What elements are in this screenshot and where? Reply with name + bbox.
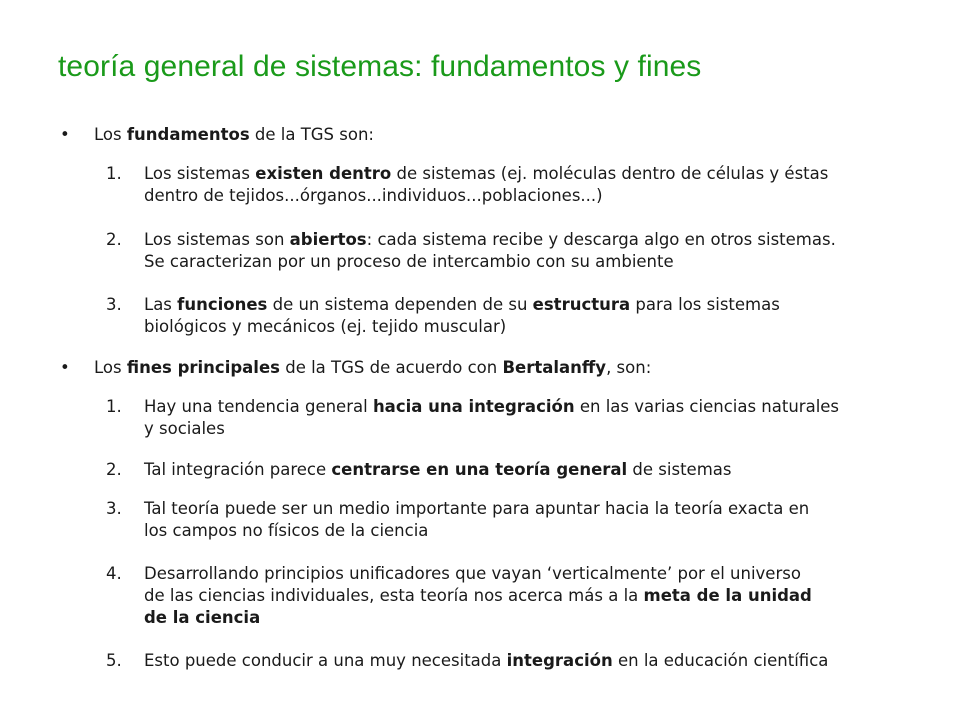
text-run: de un sistema dependen de su <box>267 295 533 314</box>
list-item <box>106 396 926 440</box>
text-run: Tal integración parece <box>144 460 332 479</box>
text-run: : cada sistema recibe y descarga algo en otros sistemas. <box>366 230 836 249</box>
text-run: en la educación científica <box>612 651 829 670</box>
item-text <box>144 294 926 338</box>
text-run: de la TGS son: <box>249 125 374 144</box>
bullet-text <box>94 357 651 379</box>
item-text <box>144 163 926 207</box>
text-run: Los sistemas son <box>144 230 290 249</box>
item-line: Se caracterizan por un proceso de intercambio con su ambiente <box>144 252 674 271</box>
item-line <box>144 650 926 672</box>
bold-run: centrarse en una teoría general <box>331 460 628 479</box>
bold-run: fundamentos <box>126 125 250 144</box>
list-item <box>106 650 926 672</box>
item-number: 4. <box>106 564 122 583</box>
bullet-text <box>94 124 374 146</box>
text-run: Las <box>144 295 178 314</box>
list-item <box>106 498 926 542</box>
item-line <box>144 396 926 418</box>
bold-run: funciones <box>177 295 268 314</box>
text-run: , son: <box>606 358 652 377</box>
bold-run: existen dentro <box>255 164 392 183</box>
list-item <box>106 563 926 629</box>
item-text <box>144 459 926 481</box>
item-number: 2. <box>106 230 122 249</box>
text-run: Los <box>94 125 127 144</box>
list-item <box>106 163 926 207</box>
text-run: Los sistemas <box>144 164 256 183</box>
item-number: 5. <box>106 651 122 670</box>
item-text <box>144 650 926 672</box>
text-run: de las ciencias individuales, esta teoría nos acerca más a la <box>144 586 644 605</box>
item-number: 3. <box>106 295 122 314</box>
text-run: en las varias ciencias naturales <box>574 397 840 416</box>
bold-run: meta de la unidad <box>643 586 812 605</box>
item-line: biológicos y mecánicos (ej. tejido muscular) <box>144 317 507 336</box>
text-run: de la TGS de acuerdo con <box>279 358 503 377</box>
text-run: de sistemas (ej. moléculas dentro de células y éstas <box>391 164 829 183</box>
item-line <box>144 294 926 316</box>
bold-run: abiertos <box>289 230 367 249</box>
bold-run: estructura <box>532 295 631 314</box>
bold-run: fines principales <box>126 358 280 377</box>
bullet-icon: • <box>60 125 70 144</box>
bold-run: hacia una integración <box>372 397 575 416</box>
item-line: dentro de tejidos...órganos...individuos...poblaciones...) <box>144 186 603 205</box>
item-text <box>144 396 926 440</box>
list-item <box>106 459 926 481</box>
text-run: de sistemas <box>627 460 732 479</box>
bullet-icon: • <box>60 358 70 377</box>
text-run: Esto puede conducir a una muy necesitada <box>144 651 507 670</box>
item-number: 1. <box>106 164 122 183</box>
list-item <box>106 294 926 338</box>
item-text <box>144 229 926 273</box>
bold-run: de la ciencia <box>144 608 261 627</box>
item-line: Desarrollando principios unificadores que vayan ‘verticalmente’ por el universo <box>144 564 801 583</box>
item-line: los campos no físicos de la ciencia <box>144 521 429 540</box>
item-line <box>144 229 926 251</box>
text-run: para los sistemas <box>630 295 780 314</box>
bold-run: Bertalanffy <box>502 358 607 377</box>
item-number: 2. <box>106 460 122 479</box>
text-run: Hay una tendencia general <box>144 397 373 416</box>
item-line <box>144 607 926 629</box>
item-line: Tal teoría puede ser un medio importante para apuntar hacia la teoría exacta en <box>144 499 810 518</box>
item-text <box>144 498 926 542</box>
bold-run: integración <box>506 651 613 670</box>
item-line <box>144 459 926 481</box>
slide-title: teoría general de sistemas: fundamentos y fines <box>58 50 702 83</box>
item-number: 3. <box>106 499 122 518</box>
item-line <box>144 163 926 185</box>
list-item <box>106 229 926 273</box>
item-line <box>144 585 926 607</box>
item-text <box>144 563 926 629</box>
item-number: 1. <box>106 397 122 416</box>
item-line: y sociales <box>144 419 225 438</box>
text-run: Los <box>94 358 127 377</box>
